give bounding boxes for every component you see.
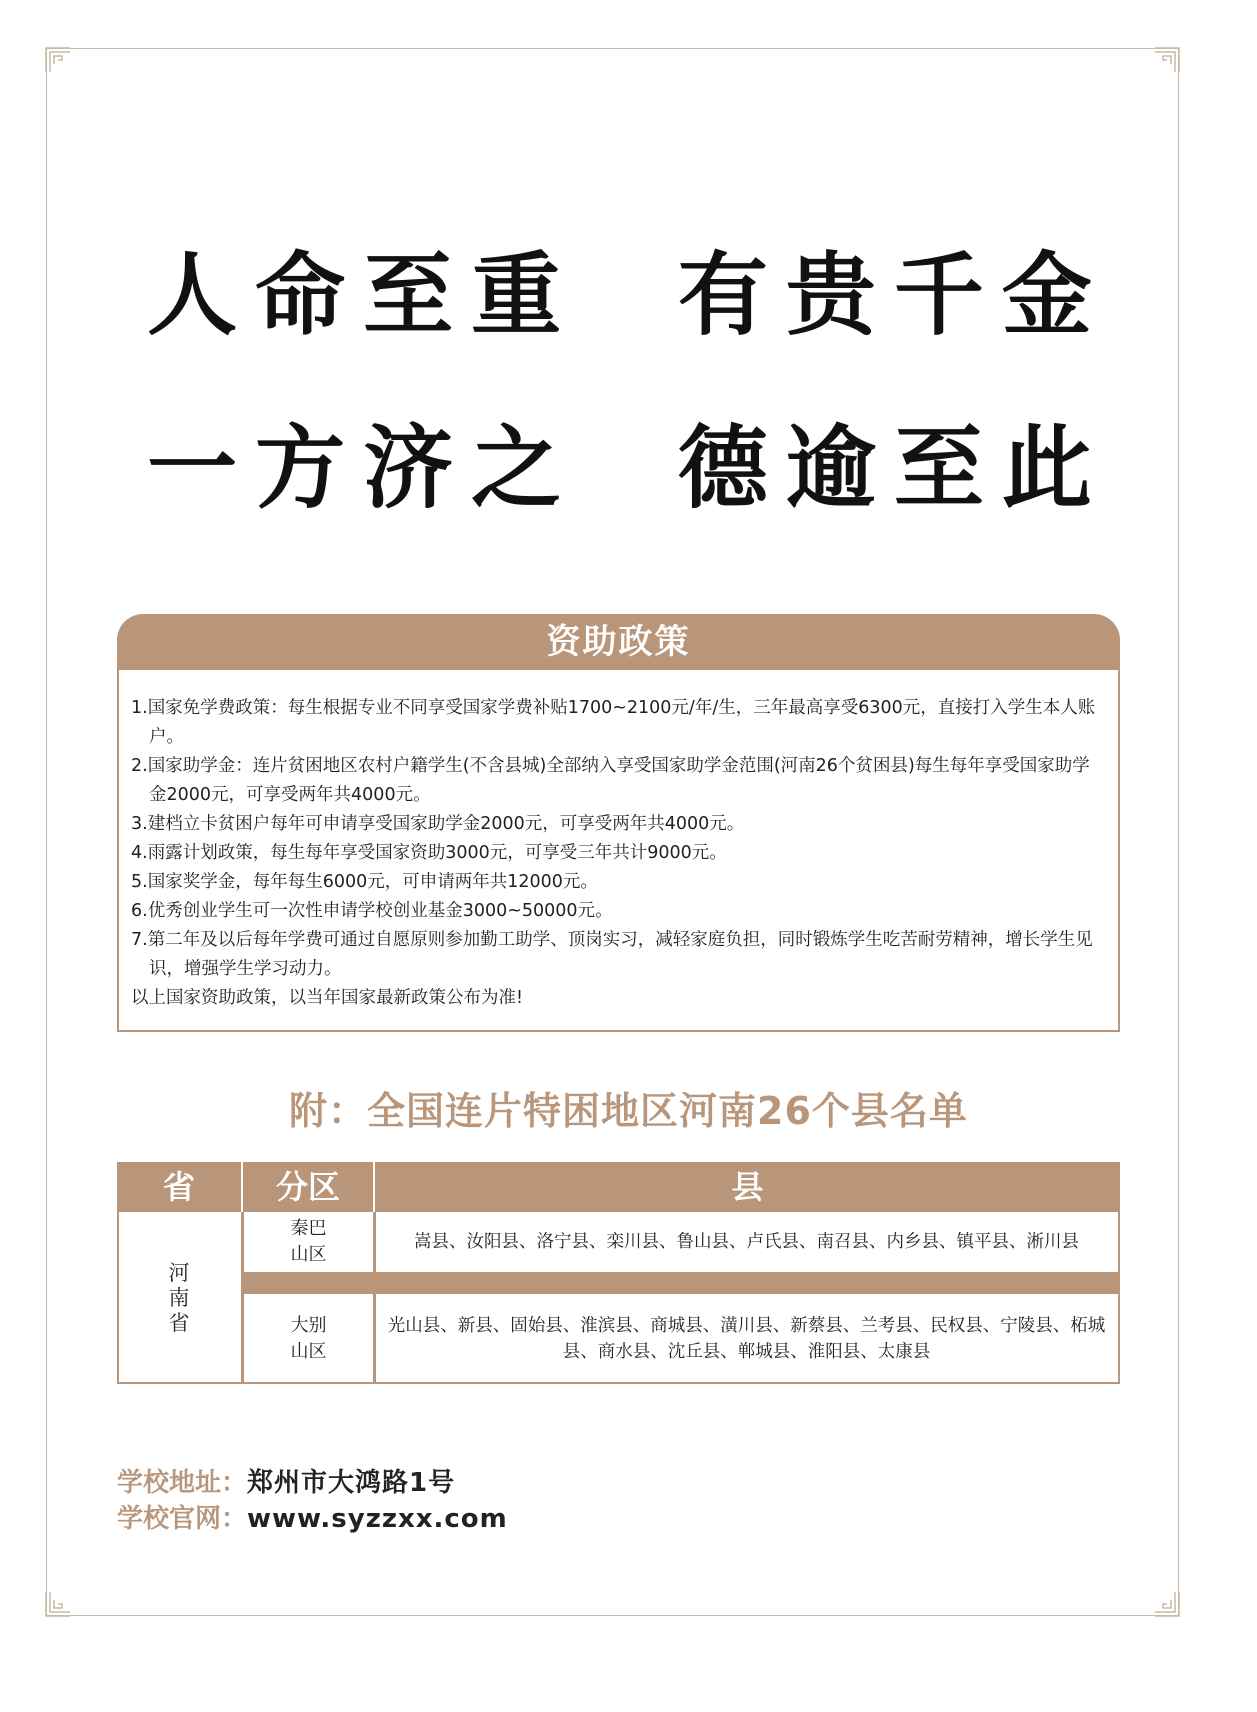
corner-ornament-icon [1153,1590,1181,1618]
address-label: 学校地址： [117,1468,248,1498]
county-table [117,1162,1120,1384]
district-name: 大别山区 [290,1315,327,1362]
table-divider [373,1212,376,1384]
website-label: 学校官网： [117,1504,248,1534]
address-value: 郑州市大鸿路1号 [247,1468,456,1498]
county-list: 嵩县、汝阳县、洛宁县、栾川县、鲁山县、卢氏县、南召县、内乡县、镇平县、淅川县 [414,1232,1079,1252]
policy-item: 5.国家奖学金，每年每生6000元，可申请两年共12000元。 [131,872,598,892]
district-name: 秦巴山区 [290,1218,327,1265]
policy-item: 6.优秀创业学生可一次性申请学校创业基金3000~50000元。 [131,901,613,921]
website-link[interactable]: www.syzzxx.com [247,1504,508,1534]
province-name: 河南省 [168,1260,190,1335]
district-cell [244,1294,373,1384]
slogan-line-1: 人命至重 有贵千金 [147,242,1110,348]
table-row-separator [244,1272,1120,1294]
school-address [117,1462,455,1499]
school-website [117,1498,508,1535]
corner-ornament-icon [44,1590,72,1618]
district-cell [244,1212,373,1272]
policy-note: 以上国家资助政策，以当年国家最新政策公布为准! [131,988,524,1008]
slogan-line-2: 一方济之 德逾至此 [147,415,1110,521]
policy-item: 7.第二年及以后每年学费可通过自愿原则参加勤工助学、顶岗实习，减轻家庭负担，同时锻炼学生吃苦耐劳精神，增长学生见识，增强学生学习动力。 [131,930,1093,979]
policy-box [117,670,1120,1032]
annex-title: 附：全国连片特困地区河南26个县名单 [289,1089,968,1133]
table-header-county: 县 [375,1162,1120,1212]
policy-title: 资助政策 [117,614,1120,670]
corner-ornament-icon [1153,46,1181,74]
policy-item: 2.国家助学金：连片贫困地区农村户籍学生(不含县城)全部纳入享受国家助学金范围(河南26个贫困县)每生每年享受国家助学金2000元，可享受两年共4000元。 [131,756,1090,805]
policy-item: 3.建档立卡贫困户每年可申请享受国家助学金2000元，可享受两年共4000元。 [131,814,745,834]
policy-item: 1.国家免学费政策：每生根据专业不同享受国家学费补贴1700~2100元/年/生，三年最高享受6300元，直接打入学生本人账户。 [131,698,1096,747]
county-list: 光山县、新县、固始县、淮滨县、商城县、潢川县、新蔡县、兰考县、民权县、宁陵县、柘城县、商水县、沈丘县、郸城县、淮阳县、太康县 [387,1316,1106,1362]
table-header-district: 分区 [243,1162,373,1212]
province-cell [117,1212,241,1384]
policy-item: 4.雨露计划政策，每生每年享受国家资助3000元，可享受三年共计9000元。 [131,843,727,863]
corner-ornament-icon [44,46,72,74]
table-header-province: 省 [117,1162,241,1212]
